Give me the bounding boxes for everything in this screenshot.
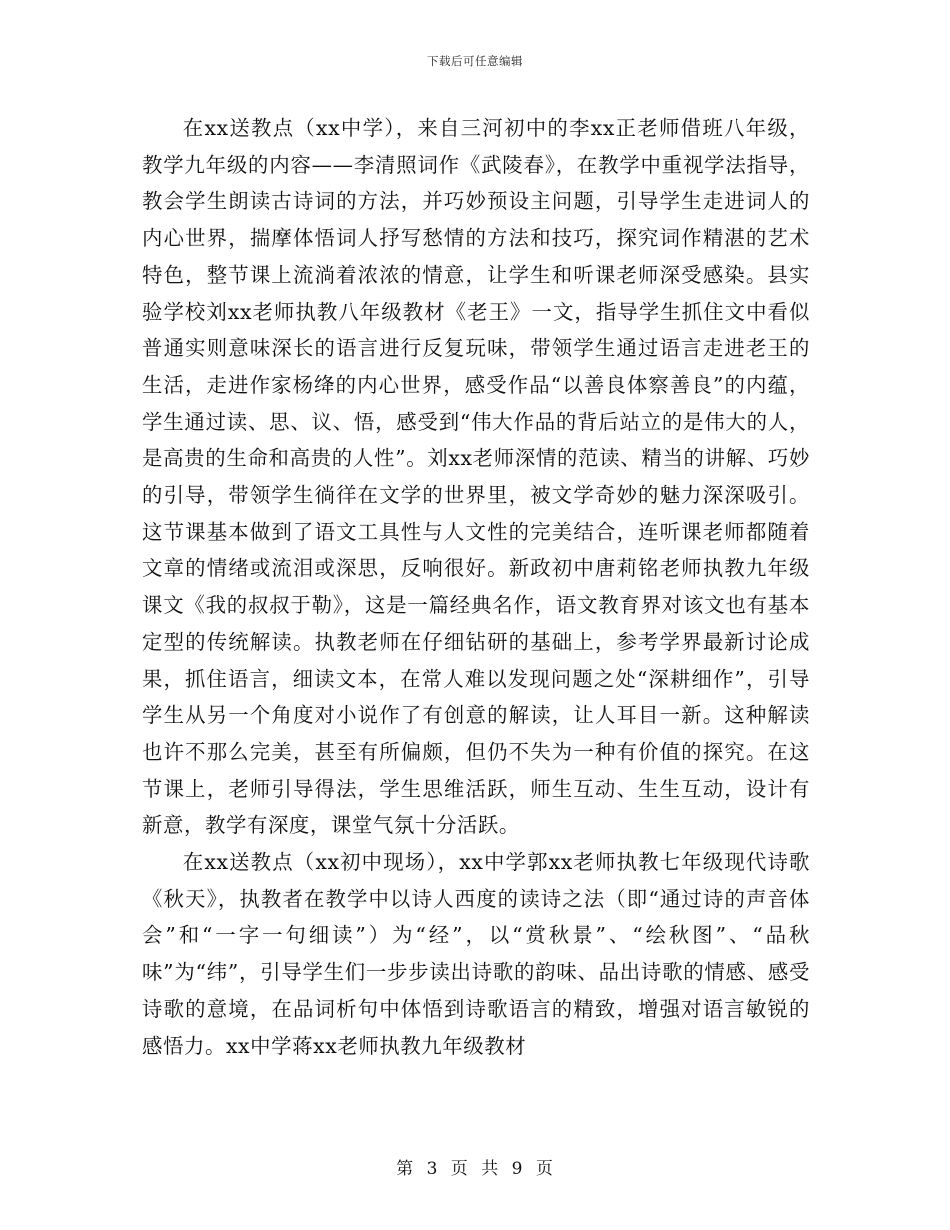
paragraph-1: 在xx送教点（xx中学），来自三河初中的李xx正老师借班八年级，教学九年级的内容——李清照词作《武陵春》，在教学中重视学法指导，教会学生朗读古诗词的方法，并巧妙预设主问题，引导学生走进词人的内心世界，揣摩体悟词人抒写愁情的方法和技巧，探究词作精湛的艺术特色，整节课上流淌着浓浓的情意，让学生和听课老师深受感染。县实验学校刘xx老师执教八年级教材《老王》一文，指导学生抓住文中看似普通实则意味深长的语言进行反复玩味，带领学生通过语言走进老王的生活，走进作家杨绛的内心世界，感受作品“以善良体察善良”的内蕴，学生通过读、思、议、悟，感受到“伟大作品的背后站立的是伟大的人，是高贵的生命和高贵的人性”。刘xx老师深情的范读、精当的讲解、巧妙的引导，带领学生徜徉在文学的世界里，被文学奇妙的魅力深深吸引。这节课基本做到了语文工具性与人文性的完美结合，连听课老师都随着文章的情绪或流泪或深思，反响很好。新政初中唐莉铭老师执教九年级课文《我的叔叔于勒》，这是一篇经典名作，语文教育界对该文也有基本定型的传统解读。执教老师在仔细钻研的基础上，参考学界最新讨论成果，抓住语言，细读文本，在常人难以发现问题之处“深耕细作”，引导学生从另一个角度对小说作了有创意的解读，让人耳目一新。这种解读也许不那么完美，甚至有所偏颇，但仍不失为一种有价值的探究。在这节课上，老师引导得法，学生思维活跃，师生互动、生生互动，设计有新意，教学有深度，课堂气氛十分活跃。: [142, 116, 810, 838]
paragraph-2: 在xx送教点（xx初中现场），xx中学郭xx老师执教七年级现代诗歌《秋天》，执教者在教学中以诗人西度的读诗之法（即“通过诗的声音体会”和“一字一句细读”）为“经”，以“赏秋景”、“绘秋图”、“品秋味”为“纬”，引导学生们一步步读出诗歌的韵味、品出诗歌的情感、感受诗歌的意境，在品词析句中体悟到诗歌语言的精致，增强对语言敏锐的感悟力。xx中学蒋xx老师执教九年级教材: [142, 850, 810, 1058]
document-body: [142, 110, 810, 1064]
page-footer: 第 3 页 共 9 页: [396, 1159, 554, 1179]
page-header: 下载后可任意编辑: [427, 54, 523, 68]
